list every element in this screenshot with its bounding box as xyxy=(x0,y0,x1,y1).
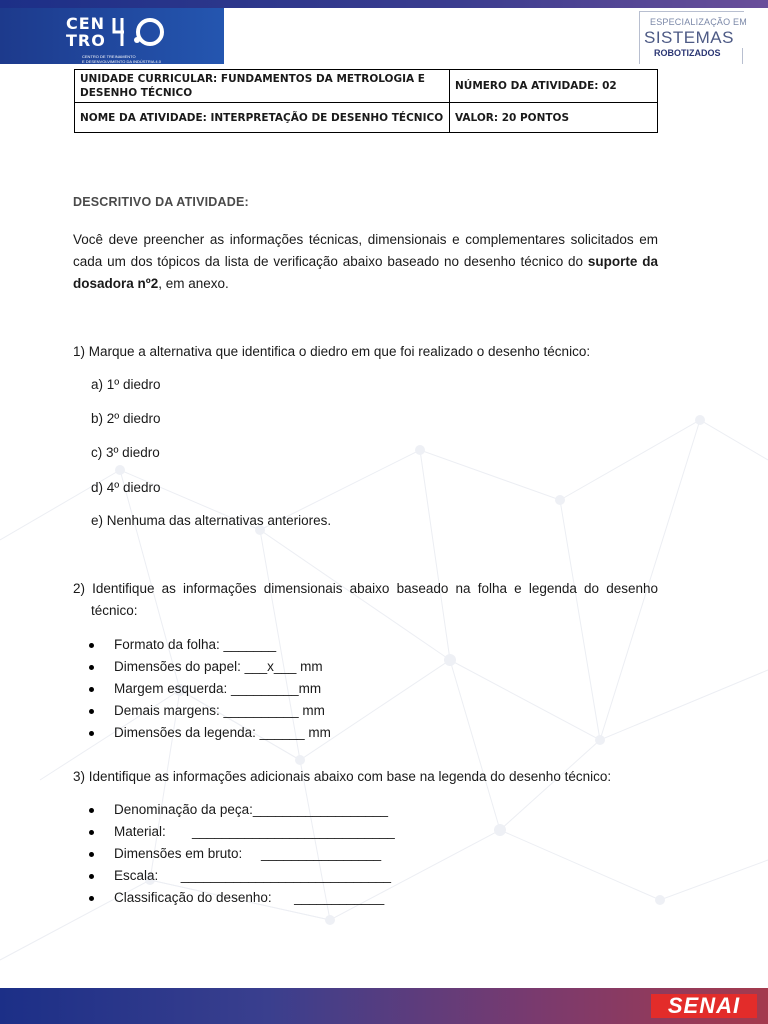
q2-item xyxy=(89,659,323,674)
logo-subtitle-1: CENTRO DE TREINAMENTO xyxy=(82,54,136,59)
question-1: 1) Marque a alternativa que identifica o diedro em que foi realizado o desenho técnico: xyxy=(73,344,591,359)
especializacao-logo xyxy=(639,11,747,64)
q1-option-a: a) 1º diedro xyxy=(91,377,161,392)
logo-right-line1: ESPECIALIZAÇÃO EM xyxy=(650,17,747,27)
q3-item xyxy=(89,868,391,883)
bullet-icon xyxy=(89,830,94,835)
q1-option-c: c) 3º diedro xyxy=(91,445,160,460)
q2-item xyxy=(89,703,325,718)
q2-item-text: Demais margens: __________ mm xyxy=(114,703,325,718)
q3-item-text: Classificação do desenho: ____________ xyxy=(114,890,385,905)
q2-item-text: Formato da folha: _______ xyxy=(114,637,277,652)
logo-right-line3: ROBOTIZADOS xyxy=(654,48,721,58)
q1-option-d: d) 4º diedro xyxy=(91,480,161,495)
intro-bold: suporte da dosadora nº2 xyxy=(73,254,658,291)
q2-item-text: Dimensões da legenda: ______ mm xyxy=(114,725,331,740)
q1-option-b: b) 2º diedro xyxy=(91,411,161,426)
q3-item xyxy=(89,890,384,905)
q3-item-text: Escala: ____________________________ xyxy=(114,868,392,883)
q2-item-text: Margem esquerda: _________mm xyxy=(114,681,322,696)
bullet-icon xyxy=(89,665,94,670)
logo-text-line2: TRO xyxy=(66,31,106,50)
question-2-line1: 2) Identifique as informações dimensionais abaixo baseado na folha e legenda do desenho xyxy=(73,581,658,596)
bullet-icon xyxy=(89,709,94,714)
activity-info-table xyxy=(74,69,658,133)
numero-atividade-cell: NÚMERO DA ATIVIDADE: 02 xyxy=(450,70,658,103)
logo-subtitle-2: E DESENVOLVIMENTO DA INDÚSTRIA 4.0 xyxy=(82,59,161,64)
intro-text-1: Você deve preencher as informações técnicas, dimensionais e complementares solicitados em cada um dos tópicos da lista de verificação abaixo baseado no desenho técnico do xyxy=(73,232,658,269)
bullet-icon xyxy=(89,808,94,813)
bullet-icon xyxy=(89,874,94,879)
bullet-icon xyxy=(89,852,94,857)
logo-right-line2: SISTEMAS xyxy=(644,28,734,47)
intro-paragraph xyxy=(73,229,658,295)
q2-item xyxy=(89,681,321,696)
nome-atividade-cell: NOME DA ATIVIDADE: INTERPRETAÇÃO DE DESENHO TÉCNICO xyxy=(75,103,450,133)
logo-text-line1: CEN xyxy=(66,14,106,33)
logo-right-bracket xyxy=(742,48,743,64)
q3-item xyxy=(89,846,381,861)
bullet-icon xyxy=(89,731,94,736)
q3-item-text: Dimensões em bruto: ________________ xyxy=(114,846,382,861)
question-3: 3) Identifique as informações adicionais abaixo com base na legenda do desenho técnico: xyxy=(73,769,612,784)
q2-item-text: Dimensões do papel: ___x___ mm xyxy=(114,659,323,674)
section-title: DESCRITIVO DA ATIVIDADE: xyxy=(73,195,249,209)
q2-item xyxy=(89,637,276,652)
q2-item xyxy=(89,725,331,740)
bullet-icon xyxy=(89,896,94,901)
q3-item xyxy=(89,824,395,839)
q1-option-e: e) Nenhuma das alternativas anteriores. xyxy=(91,513,332,528)
centro-logo xyxy=(0,8,224,64)
unidade-curricular-cell: UNIDADE CURRICULAR: FUNDAMENTOS DA METROLOGIA E DESENHO TÉCNICO xyxy=(75,70,450,103)
logo-4-0-mark-icon xyxy=(112,14,164,52)
q3-item xyxy=(89,802,388,817)
bullet-icon xyxy=(89,643,94,648)
q3-item-text: Material: ___________________________ xyxy=(114,824,395,839)
intro-text-2: , em anexo. xyxy=(158,276,229,291)
valor-cell: VALOR: 20 PONTOS xyxy=(450,103,658,133)
question-2-line2: técnico: xyxy=(91,603,138,618)
q3-item-text: Denominação da peça:__________________ xyxy=(114,802,388,817)
bullet-icon xyxy=(89,687,94,692)
top-color-bar xyxy=(0,0,768,8)
senai-logo: SENAI xyxy=(651,994,757,1018)
